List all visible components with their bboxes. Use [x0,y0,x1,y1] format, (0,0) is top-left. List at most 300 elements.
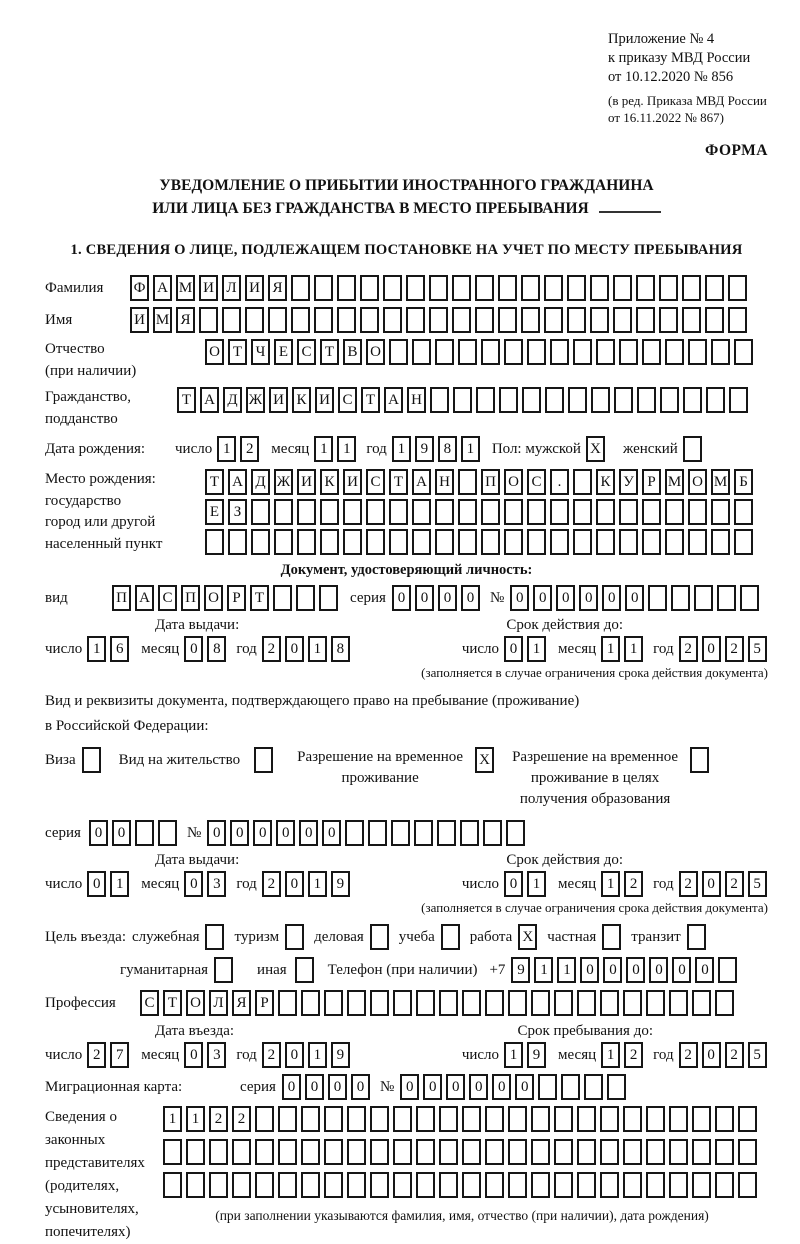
representative-cell[interactable] [186,1172,205,1198]
id-number-cell[interactable] [648,585,667,611]
representative-cell[interactable] [255,1139,274,1165]
birth-month-cell[interactable]: 1 [314,436,333,462]
mig-number-cell[interactable]: 0 [469,1074,488,1100]
profession-cell[interactable] [462,990,481,1016]
doc-kind-cell[interactable]: П [112,585,131,611]
birth-place-cell[interactable]: Б [734,469,753,495]
res-issue-day-cell[interactable]: 0 [87,871,106,897]
citizenship-cell[interactable] [706,387,725,413]
patronymic-cell[interactable]: О [205,339,224,365]
id-number-cell[interactable]: 0 [533,585,552,611]
mig-number-cell[interactable] [561,1074,580,1100]
residence-permit-checkbox[interactable] [254,747,273,773]
phone-cells[interactable] [511,957,741,983]
stay-day-cells[interactable] [504,1042,550,1068]
birth-place-cell[interactable]: Т [389,469,408,495]
birth-place-cell[interactable] [711,499,730,525]
id-issue-year-cells[interactable] [262,636,354,662]
birth-place-cell[interactable] [366,529,385,555]
surname-cell[interactable] [590,275,609,301]
id-issue-month-cell[interactable]: 0 [184,636,203,662]
purpose-private-checkbox[interactable] [602,924,621,950]
name-cell[interactable] [314,307,333,333]
representative-cell[interactable] [439,1139,458,1165]
birth-year-cell[interactable]: 1 [461,436,480,462]
surname-cell[interactable] [613,275,632,301]
surname-cell[interactable]: Л [222,275,241,301]
representative-cell[interactable] [692,1172,711,1198]
entry-month-cells[interactable] [184,1042,230,1068]
representative-cell[interactable] [554,1106,573,1132]
representative-cell[interactable] [715,1106,734,1132]
name-cell[interactable] [360,307,379,333]
id-number-cell[interactable]: 0 [579,585,598,611]
birth-place-cell[interactable] [596,499,615,525]
representative-cell[interactable] [232,1172,251,1198]
representative-cell[interactable] [393,1139,412,1165]
representative-cell[interactable] [669,1139,688,1165]
entry-year-cell[interactable]: 1 [308,1042,327,1068]
res-number-cell[interactable]: 0 [322,820,341,846]
birth-place-cell[interactable] [251,499,270,525]
mig-number-cell[interactable]: 0 [446,1074,465,1100]
birth-place-cell[interactable] [297,499,316,525]
birth-place-cell[interactable]: И [297,469,316,495]
birth-place-cell[interactable] [389,499,408,525]
citizenship-cell[interactable] [453,387,472,413]
birth-place-cell[interactable]: Р [642,469,661,495]
temp-permit-checkbox[interactable] [475,747,498,773]
res-number-cell[interactable] [483,820,502,846]
representative-cell[interactable] [738,1106,757,1132]
name-cell[interactable] [222,307,241,333]
stay-year-cell[interactable]: 2 [725,1042,744,1068]
res-issue-month-cells[interactable] [184,871,230,897]
profession-cell[interactable] [508,990,527,1016]
patronymic-cell[interactable]: С [297,339,316,365]
citizenship-cell[interactable] [660,387,679,413]
stay-year-cell[interactable]: 0 [702,1042,721,1068]
id-valid-year-cell[interactable]: 2 [679,636,698,662]
id-valid-day-cells[interactable] [504,636,550,662]
profession-cell[interactable] [324,990,343,1016]
representative-cell[interactable] [715,1172,734,1198]
name-cell[interactable] [291,307,310,333]
res-valid-year-cells[interactable] [679,871,771,897]
id-number-cell[interactable]: 0 [556,585,575,611]
res-valid-month-cell[interactable]: 2 [624,871,643,897]
entry-month-cell[interactable]: 3 [207,1042,226,1068]
visa-checkbox[interactable] [82,747,105,773]
name-cell[interactable] [636,307,655,333]
res-number-cell[interactable] [391,820,410,846]
citizenship-cell[interactable] [499,387,518,413]
res-issue-month-cell[interactable]: 0 [184,871,203,897]
res-number-cell[interactable]: 0 [299,820,318,846]
res-number-cell[interactable] [414,820,433,846]
birth-place-cell[interactable] [527,529,546,555]
patronymic-cell[interactable] [435,339,454,365]
res-number-cell[interactable] [368,820,387,846]
surname-cell[interactable] [429,275,448,301]
res-number-cell[interactable] [437,820,456,846]
res-issue-day-cells[interactable] [87,871,133,897]
representative-cell[interactable] [462,1172,481,1198]
representative-cell[interactable] [255,1106,274,1132]
surname-cell[interactable]: И [245,275,264,301]
birth-place-cell[interactable]: Д [251,469,270,495]
patronymic-cell[interactable] [458,339,477,365]
purpose-humanitarian-checkbox[interactable] [214,957,233,983]
citizenship-cell[interactable] [683,387,702,413]
profession-cell[interactable] [623,990,642,1016]
surname-cell[interactable] [521,275,540,301]
profession-cells[interactable] [140,990,738,1016]
representative-cell[interactable] [508,1106,527,1132]
birth-place-cell[interactable] [435,499,454,525]
entry-day-cell[interactable]: 7 [110,1042,129,1068]
representative-cell[interactable] [531,1172,550,1198]
name-cell[interactable] [705,307,724,333]
res-series-cell[interactable] [135,820,154,846]
res-number-cell[interactable]: 0 [276,820,295,846]
birth-place-cell[interactable]: Ж [274,469,293,495]
birth-day-cells[interactable] [217,436,263,462]
patronymic-cell[interactable]: Ч [251,339,270,365]
stay-month-cell[interactable]: 1 [601,1042,620,1068]
citizenship-cell[interactable]: Д [223,387,242,413]
birth-place-cell[interactable] [343,499,362,525]
id-issue-day-cell[interactable]: 6 [110,636,129,662]
representative-cell[interactable] [278,1139,297,1165]
birth-place-cell[interactable] [481,499,500,525]
representatives-cells-row3[interactable] [163,1172,761,1198]
temp-edu-checkbox[interactable] [690,747,709,773]
name-cell[interactable]: И [130,307,149,333]
entry-year-cell[interactable]: 2 [262,1042,281,1068]
phone-digit-cell[interactable]: 0 [695,957,714,983]
res-valid-month-cells[interactable] [601,871,647,897]
purpose-study-checkbox[interactable] [441,924,460,950]
patronymic-cell[interactable] [642,339,661,365]
res-number-cell[interactable] [345,820,364,846]
id-number-cell[interactable]: 0 [625,585,644,611]
representative-cell[interactable] [278,1172,297,1198]
name-cell[interactable] [406,307,425,333]
birth-place-cell[interactable] [642,499,661,525]
representative-cell[interactable] [416,1106,435,1132]
profession-cell[interactable] [485,990,504,1016]
name-cells[interactable] [130,307,751,333]
surname-cells[interactable] [130,275,751,301]
id-number-cell[interactable] [740,585,759,611]
patronymic-cell[interactable] [665,339,684,365]
representative-cell[interactable] [347,1139,366,1165]
representative-cell[interactable] [715,1139,734,1165]
birth-day-cell[interactable]: 1 [217,436,236,462]
id-series-cell[interactable]: 0 [392,585,411,611]
birth-place-cell[interactable]: С [366,469,385,495]
representative-cell[interactable] [531,1139,550,1165]
mig-series-cells[interactable] [282,1074,374,1100]
patronymic-cell[interactable] [389,339,408,365]
sex-female-checkbox[interactable] [683,436,706,462]
patronymic-cells[interactable] [205,339,757,365]
profession-cell[interactable] [347,990,366,1016]
res-series-cell[interactable]: 0 [89,820,108,846]
surname-cell[interactable] [291,275,310,301]
entry-year-cell[interactable]: 0 [285,1042,304,1068]
res-valid-year-cell[interactable]: 2 [679,871,698,897]
representative-cell[interactable] [577,1139,596,1165]
representative-cell[interactable] [600,1139,619,1165]
representative-cell[interactable] [692,1106,711,1132]
representative-cell[interactable] [324,1139,343,1165]
name-cell[interactable] [613,307,632,333]
patronymic-cell[interactable]: В [343,339,362,365]
representative-cell[interactable] [439,1106,458,1132]
citizenship-cell[interactable] [430,387,449,413]
visa-checkbox[interactable] [82,747,101,773]
birth-year-cells[interactable] [392,436,484,462]
citizenship-cell[interactable]: Ж [246,387,265,413]
doc-kind-cell[interactable] [273,585,292,611]
phone-digit-cell[interactable]: 1 [557,957,576,983]
birth-place-cell[interactable] [435,529,454,555]
name-cell[interactable] [728,307,747,333]
id-issue-month-cells[interactable] [184,636,230,662]
representative-cell[interactable] [462,1139,481,1165]
id-series-cells[interactable] [392,585,484,611]
entry-day-cell[interactable]: 2 [87,1042,106,1068]
birth-place-cell[interactable] [412,499,431,525]
phone-digit-cell[interactable]: 0 [672,957,691,983]
name-cell[interactable] [544,307,563,333]
patronymic-cell[interactable]: Е [274,339,293,365]
surname-cell[interactable] [452,275,471,301]
representative-cell[interactable] [462,1106,481,1132]
id-number-cell[interactable]: 0 [510,585,529,611]
purpose-work-checkbox[interactable]: X [518,924,537,950]
profession-cell[interactable]: С [140,990,159,1016]
stay-day-cell[interactable]: 1 [504,1042,523,1068]
birth-place-cell[interactable] [366,499,385,525]
citizenship-cell[interactable]: И [315,387,334,413]
birth-place-cell[interactable]: З [228,499,247,525]
purpose-transit-checkbox[interactable] [687,924,706,950]
birth-place-cell[interactable]: О [688,469,707,495]
id-number-cell[interactable] [671,585,690,611]
birth-place-cell[interactable]: А [412,469,431,495]
citizenship-cell[interactable] [545,387,564,413]
representative-cell[interactable] [554,1172,573,1198]
name-cell[interactable] [199,307,218,333]
patronymic-cell[interactable] [527,339,546,365]
representative-cell[interactable]: 2 [209,1106,228,1132]
purpose-work-checkbox[interactable] [518,924,541,950]
profession-cell[interactable] [600,990,619,1016]
name-cell[interactable] [452,307,471,333]
birth-place-cell[interactable] [550,499,569,525]
patronymic-cell[interactable] [711,339,730,365]
profession-cell[interactable]: Я [232,990,251,1016]
birth-place-cell[interactable]: К [320,469,339,495]
name-cell[interactable] [268,307,287,333]
profession-cell[interactable] [393,990,412,1016]
id-number-cell[interactable] [717,585,736,611]
res-number-cells[interactable] [207,820,529,846]
profession-cell[interactable] [416,990,435,1016]
birth-place-cell[interactable] [573,529,592,555]
citizenship-cell[interactable]: А [200,387,219,413]
doc-kind-cell[interactable]: Р [227,585,246,611]
representative-cell[interactable] [646,1106,665,1132]
birth-year-cell[interactable]: 8 [438,436,457,462]
birth-place-cells-row3[interactable] [205,529,757,555]
representative-cell[interactable] [439,1172,458,1198]
res-issue-day-cell[interactable]: 1 [110,871,129,897]
res-number-cell[interactable] [460,820,479,846]
doc-kind-cell[interactable]: С [158,585,177,611]
residence-permit-checkbox[interactable] [254,747,277,773]
profession-cell[interactable] [715,990,734,1016]
representative-cell[interactable]: 2 [232,1106,251,1132]
purpose-humanitarian-checkbox[interactable] [214,957,237,983]
birth-place-cell[interactable] [504,529,523,555]
patronymic-cell[interactable]: О [366,339,385,365]
representative-cell[interactable] [738,1139,757,1165]
birth-place-cell[interactable]: . [550,469,569,495]
res-series-cell[interactable]: 0 [112,820,131,846]
representative-cell[interactable] [416,1139,435,1165]
id-number-cell[interactable] [694,585,713,611]
temp-edu-checkbox[interactable] [690,747,713,773]
surname-cell[interactable]: И [199,275,218,301]
stay-month-cell[interactable]: 2 [624,1042,643,1068]
entry-day-cells[interactable] [87,1042,133,1068]
birth-place-cell[interactable] [573,469,592,495]
representative-cell[interactable] [209,1172,228,1198]
id-valid-day-cell[interactable]: 1 [527,636,546,662]
patronymic-cell[interactable] [481,339,500,365]
profession-cell[interactable] [669,990,688,1016]
birth-place-cell[interactable] [274,499,293,525]
citizenship-cell[interactable]: А [384,387,403,413]
birth-place-cell[interactable] [619,499,638,525]
birth-place-cell[interactable] [458,469,477,495]
id-number-cell[interactable]: 0 [602,585,621,611]
birth-place-cell[interactable] [619,529,638,555]
surname-cell[interactable] [383,275,402,301]
birth-place-cell[interactable]: С [527,469,546,495]
doc-kind-cell[interactable]: О [204,585,223,611]
id-valid-month-cell[interactable]: 1 [601,636,620,662]
patronymic-cell[interactable] [734,339,753,365]
res-issue-year-cell[interactable]: 1 [308,871,327,897]
purpose-official-checkbox[interactable] [205,924,228,950]
birth-year-cell[interactable]: 9 [415,436,434,462]
name-cell[interactable] [245,307,264,333]
id-series-cell[interactable]: 0 [461,585,480,611]
representative-cell[interactable] [646,1172,665,1198]
purpose-business-checkbox[interactable] [370,924,393,950]
representative-cell[interactable] [370,1139,389,1165]
mig-number-cell[interactable]: 0 [423,1074,442,1100]
patronymic-cell[interactable] [619,339,638,365]
representative-cell[interactable] [623,1139,642,1165]
representative-cell[interactable] [485,1139,504,1165]
birth-place-cell[interactable] [228,529,247,555]
mig-series-cell[interactable]: 0 [305,1074,324,1100]
birth-place-cell[interactable] [320,529,339,555]
doc-kind-cell[interactable]: П [181,585,200,611]
name-cell[interactable] [383,307,402,333]
doc-kind-cell[interactable] [296,585,315,611]
id-valid-year-cells[interactable] [679,636,771,662]
name-cell[interactable] [567,307,586,333]
patronymic-cell[interactable]: Т [228,339,247,365]
citizenship-cell[interactable]: Т [177,387,196,413]
res-number-cell[interactable]: 0 [207,820,226,846]
birth-place-cell[interactable] [412,529,431,555]
entry-year-cell[interactable]: 9 [331,1042,350,1068]
profession-cell[interactable] [301,990,320,1016]
representative-cell[interactable] [508,1172,527,1198]
representative-cell[interactable] [301,1106,320,1132]
birth-place-cell[interactable] [481,529,500,555]
representative-cell[interactable] [485,1106,504,1132]
citizenship-cells[interactable] [177,387,752,413]
mig-number-cell[interactable] [607,1074,626,1100]
id-valid-year-cell[interactable]: 0 [702,636,721,662]
res-valid-year-cell[interactable]: 5 [748,871,767,897]
birth-place-cell[interactable] [274,529,293,555]
citizenship-cell[interactable] [568,387,587,413]
birth-place-cell[interactable] [642,529,661,555]
id-issue-year-cell[interactable]: 2 [262,636,281,662]
mig-number-cells[interactable] [400,1074,630,1100]
citizenship-cell[interactable]: К [292,387,311,413]
representative-cell[interactable] [163,1139,182,1165]
id-issue-year-cell[interactable]: 1 [308,636,327,662]
birth-place-cell[interactable]: Е [205,499,224,525]
citizenship-cell[interactable] [522,387,541,413]
entry-month-cell[interactable]: 0 [184,1042,203,1068]
patronymic-cell[interactable] [573,339,592,365]
id-number-cells[interactable] [510,585,763,611]
representative-cell[interactable] [255,1172,274,1198]
birth-place-cell[interactable] [665,499,684,525]
birth-place-cell[interactable] [297,529,316,555]
birth-place-cell[interactable]: И [343,469,362,495]
representative-cell[interactable] [600,1172,619,1198]
female-checkbox[interactable] [683,436,702,462]
mig-series-cell[interactable]: 0 [328,1074,347,1100]
name-cell[interactable] [337,307,356,333]
res-series-cell[interactable] [158,820,177,846]
representative-cell[interactable] [370,1106,389,1132]
representative-cell[interactable] [416,1172,435,1198]
profession-cell[interactable] [577,990,596,1016]
representative-cell[interactable]: 1 [163,1106,182,1132]
surname-cell[interactable] [636,275,655,301]
name-cell[interactable] [475,307,494,333]
representative-cell[interactable] [577,1106,596,1132]
citizenship-cell[interactable]: И [269,387,288,413]
birth-place-cell[interactable] [573,499,592,525]
surname-cell[interactable] [544,275,563,301]
citizenship-cell[interactable] [614,387,633,413]
